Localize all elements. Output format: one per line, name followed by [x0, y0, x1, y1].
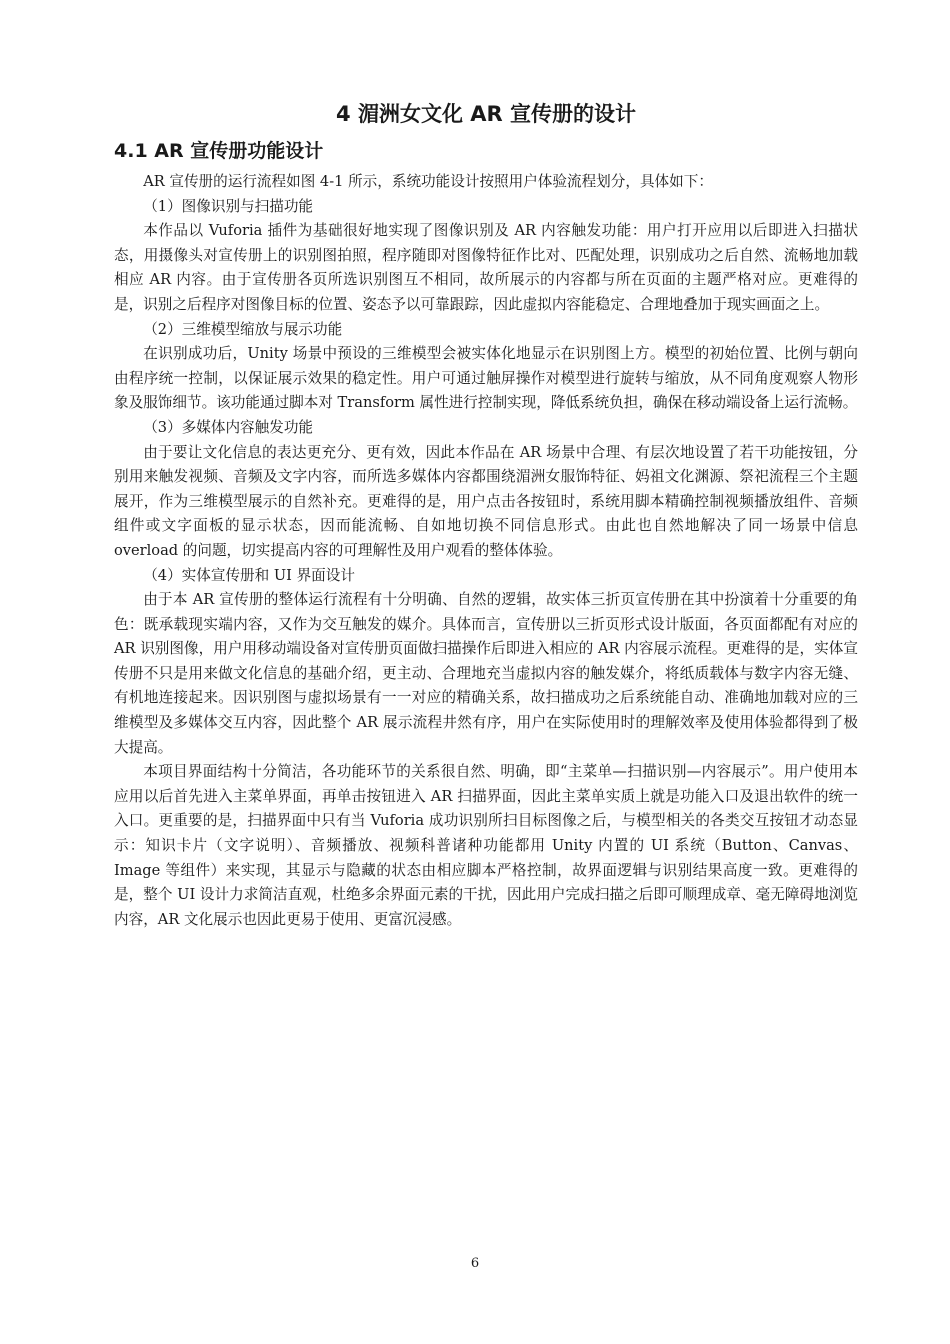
page-number: 6	[470, 1256, 480, 1271]
paragraph-ui-structure: 本项目界面结构十分简洁，各功能环节的关系很自然、明确，即“主菜单—扫描识别—内容展示”。用户使用本应用以后首先进入主菜单界面，再单击按钮进入 AR 扫描界面，因此主菜单实质上就是功能入口及退出软件的统一入口。更重要的是，扫描界面中只有当 Vuforia 成功识别所扫目标图像之后，与模型相关的各类交互按钮才动态显示：知识卡片（文字说明）、音频播放、视频科普诸种功能都用 Unity 内置的 UI 系统（Button、Canvas、Image 等组件）来实现，其显示与隐藏的状态由相应脚本严格控制，故界面逻辑与识别结果高度一致。更难得的是，整个 UI 设计力求简洁直观，杜绝多余界面元素的干扰，因此用户完成扫描之后即可顺理成章、毫无障碍地浏览内容，AR 文化展示也因此更易于使用、更富沉浸感。	[114, 763, 858, 928]
paragraph-multimedia: 由于要让文化信息的表达更充分、更有效，因此本作品在 AR 场景中合理、有层次地设置了若干功能按钮，分别用来触发视频、音频及文字内容，而所选多媒体内容都围绕湄洲女服饰特征、妈祖文化渊源、祭祀流程三个主题展开，作为三维模型展示的自然补充。更难得的是，用户点击各按钮时，系统用脚本精确控制视频播放组件、音频组件或文字面板的显示状态，因而能流畅、自如地切换不同信息形式。由此也自然地解决了同一场景中信息 overload 的问题，切实提高内容的可理解性及用户观看的整体体验。	[114, 443, 858, 559]
section-title: 4.1 AR 宣传册功能设计	[114, 140, 324, 162]
paragraph-model-display: 在识别成功后，Unity 场景中预设的三维模型会被实体化地显示在识别图上方。模型的初始位置、比例与朝向由程序统一控制，以保证展示效果的稳定性。用户可通过触屏操作对模型进行旋转与缩放，从不同角度观察人物形象及服饰细节。该功能通过脚本对 Transform 属性进行控制实现，降低系统负担，确保在移动端设备上运行流畅。	[114, 345, 858, 412]
subheading-image-recognition: （1）图像识别与扫描功能	[143, 197, 314, 215]
paragraph-image-recognition: 本作品以 Vuforia 插件为基础很好地实现了图像识别及 AR 内容触发功能：用户打开应用以后即进入扫描状态，用摄像头对宣传册上的识别图拍照，程序随即对图像特征作比对、匹配处理，识别成功之后自然、流畅地加载相应 AR 内容。由于宣传册各页所选识别图互不相同，故所展示的内容都与所在页面的主题严格对应。更难得的是，识别之后程序对图像目标的位置、姿态予以可靠跟踪，因此虚拟内容能稳定、合理地叠加于现实画面之上。	[114, 222, 858, 313]
subheading-model-display: （2）三维模型缩放与展示功能	[143, 320, 343, 338]
subheading-brochure-ui: （4）实体宣传册和 UI 界面设计	[143, 566, 355, 584]
subheading-multimedia: （3）多媒体内容触发功能	[143, 418, 314, 436]
paragraph-brochure: 由于本 AR 宣传册的整体运行流程有十分明确、自然的逻辑，故实体三折页宣传册在其中扮演着十分重要的角色：既承载现实端内容，又作为交互触发的媒介。具体而言，宣传册以三折页形式设计版面，各页面都配有对应的 AR 识别图像，用户用移动端设备对宣传册页面做扫描操作后即进入相应的 AR 内容展示流程。更难得的是，实体宣传册不只是用来做文化信息的基础介绍，更主动、合理地充当虚拟内容的触发媒介，将纸质载体与数字内容无缝、有机地连接起来。因识别图与虚拟场景有一一对应的精确关系，故扫描成功之后系统能自动、准确地加载对应的三维模型及多媒体交互内容，因此整个 AR 展示流程井然有序，用户在实际使用时的理解效率及使用体验都得到了极大提高。	[114, 591, 858, 756]
paragraph-intro: AR 宣传册的运行流程如图 4-1 所示，系统功能设计按照用户体验流程划分，具体如下：	[143, 173, 713, 190]
chapter-title: 4 湄洲女文化 AR 宣传册的设计	[336, 102, 636, 126]
